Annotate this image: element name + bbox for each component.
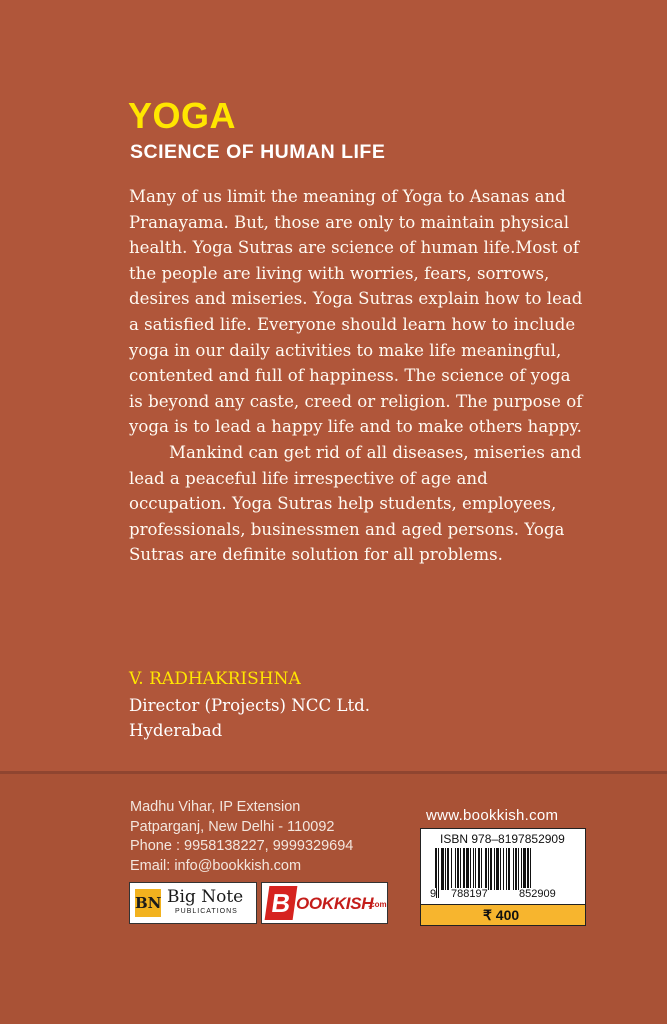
barcode-bar — [451, 848, 452, 890]
big-note-sub: PUBLICATIONS — [175, 908, 238, 915]
website-url: www.bookkish.com — [426, 807, 559, 824]
barcode-bar — [463, 848, 465, 890]
barcode-bar — [457, 848, 459, 890]
blurb-paragraph-1: Many of us limit the meaning of Yoga to Asanas and Pranayama. But, those are only to maintain physical health. Yoga Sutras are science of human life.Most of the people are living with worries, fears, sorrows, desires and miseries. Yoga Sutras explain how to lead a satisfied life. Everyone should learn how to include yoga in our daily activities to make life meaningful, contented and full of happiness. The science of yoga is beyond any caste, creed or religion. The purpose of yoga is to lead a happy life and to make others happy. — [129, 187, 583, 437]
isbn-barcode-box — [420, 828, 586, 926]
barcode-bar — [503, 848, 504, 890]
barcode-bar — [438, 848, 439, 898]
barcode-bar — [478, 848, 480, 890]
publisher-address — [130, 798, 353, 876]
barcode-digits-mid: 788197 — [451, 888, 488, 900]
isbn-number: ISBN 978–8197852909 — [440, 832, 565, 846]
barcode-bar — [508, 848, 510, 890]
address-line: Patparganj, New Delhi - 110092 — [130, 818, 335, 835]
bookkish-logo — [261, 882, 388, 924]
email-line: Email: info@bookkish.com — [130, 857, 302, 874]
barcode-bar — [523, 848, 526, 890]
barcode-bar — [488, 848, 489, 890]
bookkish-b-icon: B — [265, 886, 298, 920]
book-subtitle: SCIENCE OF HUMAN LIFE — [130, 141, 386, 163]
barcode-bar — [490, 848, 492, 890]
barcode-bar — [466, 848, 469, 890]
barcode-bar — [460, 848, 461, 890]
barcode-bar — [445, 848, 446, 890]
big-note-name: Big Note — [167, 887, 244, 907]
big-note-mark-icon: BN — [135, 889, 161, 917]
barcode-bar — [494, 848, 495, 890]
author-city: Hyderabad — [129, 721, 223, 740]
barcode-bar — [470, 848, 471, 890]
barcode-bar — [521, 848, 522, 890]
author-designation: Director (Projects) NCC Ltd. — [129, 696, 371, 715]
barcode-digit-left: 9 — [430, 888, 437, 900]
price-label: ₹ 400 — [421, 904, 585, 925]
blurb-paragraph-2: Mankind can get rid of all diseases, miseries and lead a peaceful life irrespective of age and occupation. Yoga Sutras help students, employees, professionals, businessmen and aged persons. Yoga Sutras are definite solution for all problems. — [129, 442, 582, 565]
barcode-bar — [527, 848, 529, 890]
barcode-bar — [500, 848, 501, 890]
barcode-bar — [496, 848, 499, 890]
barcode-digits-right: 852909 — [519, 888, 556, 900]
barcode-bar — [473, 848, 474, 890]
bookkish-wordmark: OOKKISH — [296, 894, 374, 913]
barcode-bar — [506, 848, 507, 890]
barcode-bar — [515, 848, 517, 890]
phone-line: Phone : 9958138227, 9999329694 — [130, 838, 354, 854]
blurb — [129, 184, 589, 568]
bookkish-suffix: .com — [368, 900, 387, 909]
book-title: YOGA — [128, 95, 237, 136]
barcode-bar — [518, 848, 519, 890]
barcode-bar — [447, 848, 449, 890]
author-name: V. RADHAKRISHNA — [129, 669, 301, 689]
address-line: Madhu Vihar, IP Extension — [130, 799, 301, 815]
barcode-bar — [513, 848, 514, 890]
barcode-bar — [475, 848, 476, 890]
barcode-bar — [441, 848, 444, 890]
big-note-logo — [129, 882, 257, 924]
barcode-bar — [455, 848, 456, 890]
